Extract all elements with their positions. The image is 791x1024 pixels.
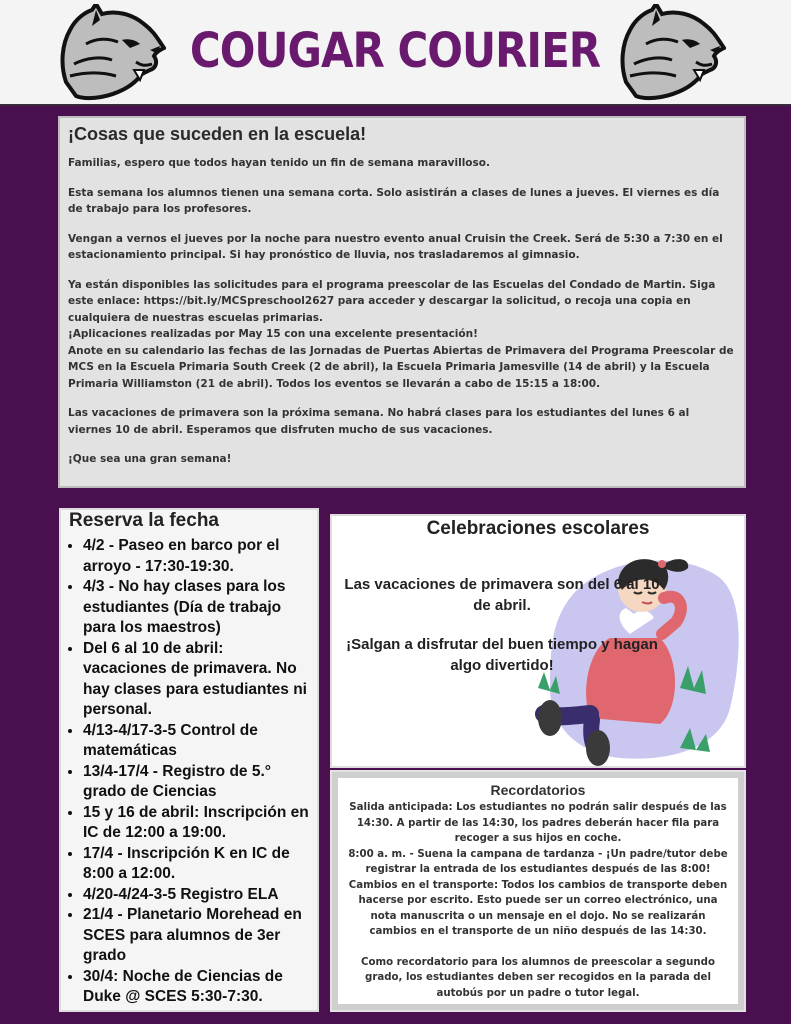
event-item: • Del 6 al 10 de abril: vacaciones de primavera. No hay clases para estudiantes ni personal. [83, 639, 311, 721]
news-paragraph: Vengan a vernos el jueves por la noche para nuestro evento anual Cruisin the Creek. Será de 5:30 a 7:30 en el estacionamiento principal. Si hay pronóstico de lluvia, nos trasladaremos al gimnasio. [68, 232, 723, 261]
celebrations-message: Las vacaciones de primavera son del 6 al 10 de abril. [344, 576, 660, 614]
news-paragraph: Anote en su calendario las fechas de las Jornadas de Puertas Abiertas de Primavera del Programa Preescolar de MCS en la Escuela Primaria South Creek (2 de abril), la Escuela Primaria Jamesville (14 de abril) y la Escuela Primaria Williamston (21 de abril). Todos los eventos se llevarán a cabo de 15:15 a 18:00. [68, 344, 734, 390]
event-item: • 4/2 - Paseo en barco por el arroyo - 17:30-19:30. [83, 536, 311, 577]
event-item: • 30/4: Noche de Ciencias de Duke @ SCES 5:30-7:30. [83, 967, 311, 1008]
reminders-box [330, 770, 746, 1012]
event-item: • 13/4-17/4 - Registro de 5.° grado de Ciencias [83, 762, 311, 803]
news-paragraph: Esta semana los alumnos tienen una semana corta. Solo asistirán a clases de lunes a jueves. El viernes es día de trabajo para los profesores. [68, 186, 720, 215]
event-item: • 17/4 - Inscripción K en IC de 8:00 a 12:00. [83, 844, 311, 885]
reminder-text: Salida anticipada: Los estudiantes no podrán salir después de las 14:30. A partir de las 14:30, los padres deberán hacer fila para recoger a sus hijos en coche. [349, 802, 727, 844]
news-paragraph: Las vacaciones de primavera son la próxima semana. No habrá clases para los estudiantes del lunes 6 al viernes 10 de abril. Esperamos que disfruten mucho de sus vacaciones. [68, 407, 690, 436]
news-paragraph: Familias, espero que todos hayan tenido un fin de semana maravilloso. [68, 157, 490, 169]
reminder-text: Cambios en el transporte: Todos los cambios de transporte deben hacerse por escrito. Esto puede ser un correo electrónico, una nota manuscrita o un mensaje en el dojo. No se realizarán cambios en el transporte de un niño después de las 14:30. [348, 879, 728, 937]
cougar-head-icon [56, 4, 166, 102]
event-item: • 4/13-4/17-3-5 Control de matemáticas [83, 721, 311, 762]
school-news-panel [58, 116, 746, 488]
event-item: • 4/3 - No hay clases para los estudiantes (Día de trabajo para los maestros) [83, 577, 311, 639]
newsletter-header [0, 0, 791, 106]
save-the-date-heading: Reserva la fecha [69, 510, 219, 531]
event-item: • 4/20-4/24-3-5 Registro ELA [83, 885, 311, 906]
celebrations-heading: Celebraciones escolares [426, 518, 650, 539]
event-list [69, 536, 311, 1008]
news-paragraph: ¡Aplicaciones realizadas por May 15 con una excelente presentación! [68, 328, 478, 340]
celebrations-box [330, 514, 746, 768]
reminders-heading: Recordatorios [490, 782, 586, 798]
event-item: • 21/4 - Planetario Morehead en SCES para alumnos de 3er grado [83, 905, 311, 967]
reminders-content [338, 778, 738, 1004]
celebrations-message: ¡Salgan a disfrutar del buen tiempo y hagan algo divertido! [346, 636, 658, 674]
newsletter-title: COUGAR COURIER [189, 22, 601, 79]
news-paragraph: Ya están disponibles las solicitudes para el programa preescolar de las Escuelas del Condado de Martin. Siga este enlace: https://bit.ly/MCSpreschool2627 para acceder y descargar la solicitud, o recoja una copia en cualquiera de nuestras escuelas primarias. [68, 278, 716, 324]
school-news-heading: ¡Cosas que suceden en la escuela! [68, 124, 367, 144]
news-paragraph: ¡Que sea una gran semana! [68, 453, 232, 465]
event-item: • 15 y 16 de abril: Inscripción en IC de 12:00 a 19:00. [83, 803, 311, 844]
reminder-text: 8:00 a. m. - Suena la campana de tardanza - ¡Un padre/tutor debe registrar la entrada de los estudiantes después de las 8:00! [348, 848, 728, 875]
cougar-head-icon [616, 4, 726, 102]
reminder-text: Como recordatorio para los alumnos de preescolar a segundo grado, los estudiantes deben ser recogidos en la parada del autobús por un padre o tutor legal. [361, 956, 715, 999]
save-the-date-box [59, 508, 319, 1012]
